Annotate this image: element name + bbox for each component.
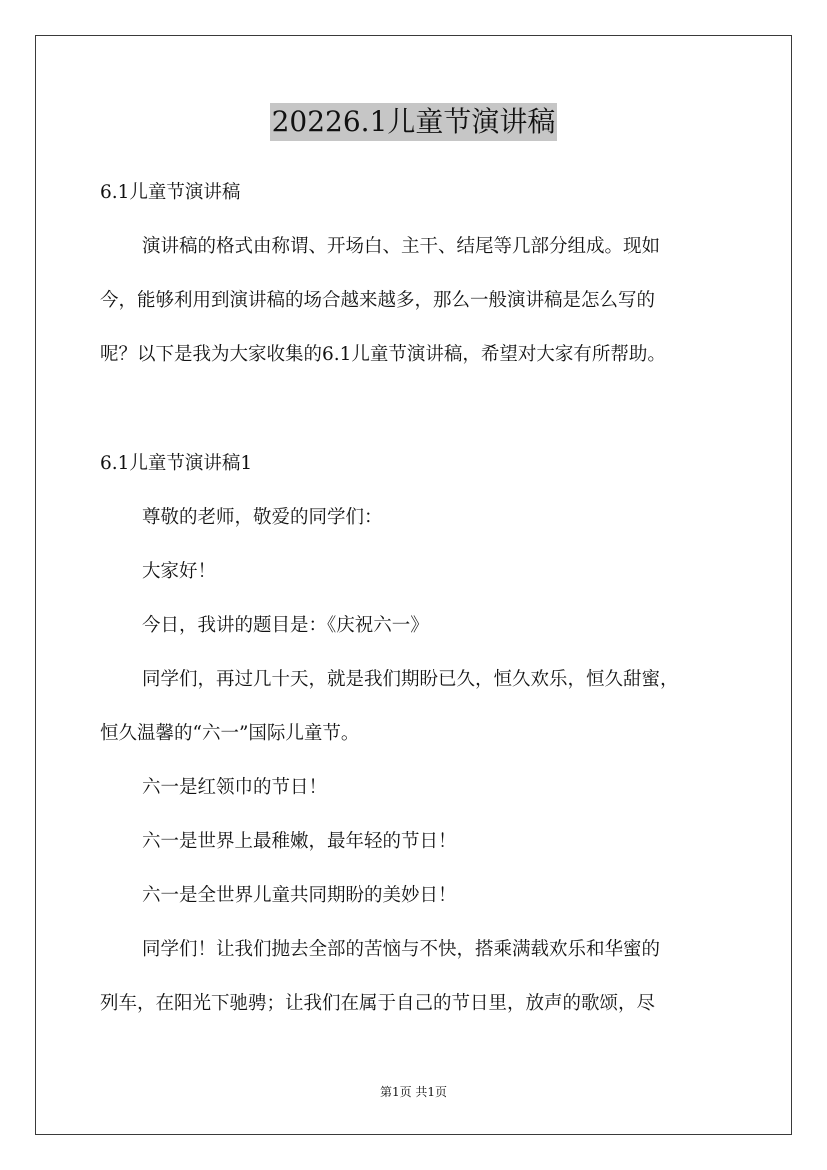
paragraph-line: 六一是世界上最稚嫩，最年轻的节日！ xyxy=(142,831,457,852)
paragraph-line: 同学们，再过几十天，就是我们期盼已久，恒久欢乐，恒久甜蜜， xyxy=(142,669,679,690)
section-heading-speech-1: 6.1儿童节演讲稿1 xyxy=(100,453,253,474)
paragraph-line: 列车，在阳光下驰骋；让我们在属于自己的节日里，放声的歌颂，尽 xyxy=(100,993,656,1014)
paragraph-line: 今，能够利用到演讲稿的场合越来越多，那么一般演讲稿是怎么写的 xyxy=(100,290,656,311)
paragraph-line: 呢？以下是我为大家收集的6.1儿童节演讲稿，希望对大家有所帮助。 xyxy=(100,344,666,365)
paragraph-line: 六一是全世界儿童共同期盼的美妙日！ xyxy=(142,885,457,906)
paragraph-line: 尊敬的老师，敬爱的同学们： xyxy=(142,507,383,528)
section-heading-intro: 6.1儿童节演讲稿 xyxy=(100,182,241,203)
paragraph-line: 六一是红领巾的节日！ xyxy=(142,777,328,798)
document-title: 20226.1儿童节演讲稿 xyxy=(270,103,558,141)
paragraph-line: 演讲稿的格式由称谓、开场白、主干、结尾等几部分组成。现如 xyxy=(142,236,661,257)
paragraph-line: 大家好！ xyxy=(142,561,217,582)
paragraph-line: 今日，我讲的题目是：《庆祝六一》 xyxy=(142,615,429,636)
page-footer: 第1页 共1页 xyxy=(379,1085,448,1099)
paragraph-line: 同学们！让我们抛去全部的苦恼与不快，搭乘满载欢乐和华蜜的 xyxy=(142,939,661,960)
paragraph-line: 恒久温馨的“六一”国际儿童节。 xyxy=(100,723,360,744)
document-title-wrapper xyxy=(0,103,827,143)
